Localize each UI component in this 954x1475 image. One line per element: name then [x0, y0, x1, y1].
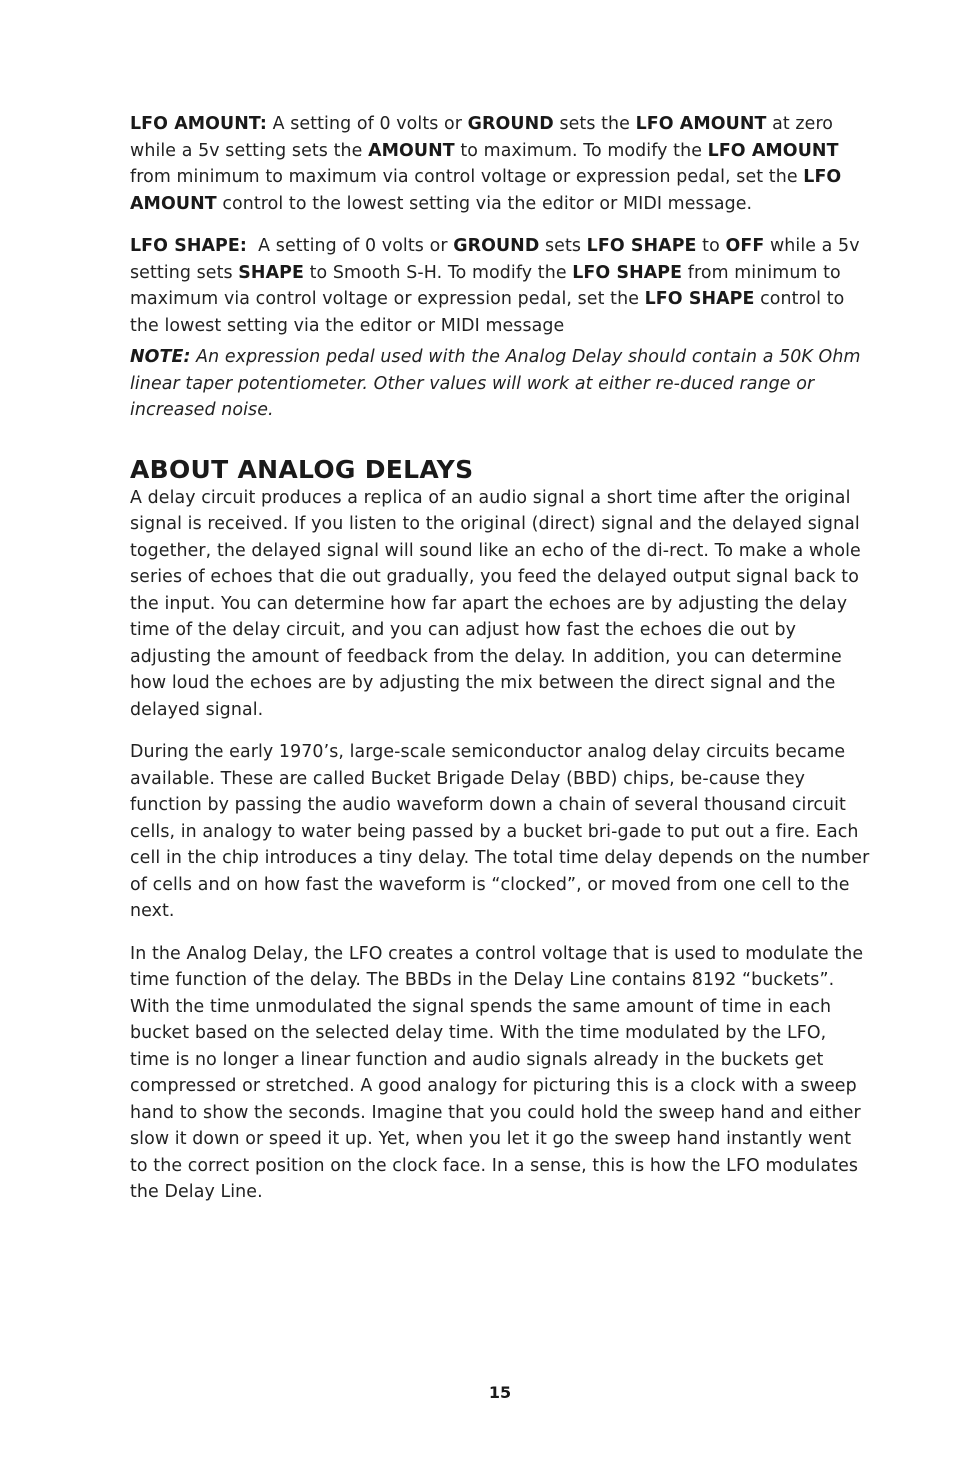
section-heading: ABOUT ANALOG DELAYS [130, 454, 474, 484]
body-paragraph: During the early 1970’s, large-scale semiconductor analog delay circuits became available. These are called Bucket Brigade Delay (BBD) chips, be-cause they function by passing the audio waveform down a chain of several thousand circuit cells, in analogy to water being passed by a bucket bri-gade to put out a fire. Each cell in the chip introduces a tiny delay. The total time delay depends on the number of cells and on how fast the waveform is “clocked”, or moved from one cell to the next. [130, 742, 870, 921]
text-run: from minimum to maximum via control voltage or expression pedal, set the [130, 262, 841, 309]
body-paragraph: In the Analog Delay, the LFO creates a control voltage that is used to modulate the time function of the delay. The BBDs in the Delay Line contains 8192 “buckets”. With the time unmodulated the signal spends the same amount of time in each bucket based on the selected delay time. With the time modulated by the LFO, time is no longer a linear function and audio signals already in the buckets get compressed or stretched. A good analogy for picturing this is a clock with a sweep hand to show the seconds. Imagine that you could hold the sweep hand and either slow it down or speed it up. Yet, when you let it go the sweep hand instantly went to the correct position on the clock face. In a sense, this is how the LFO modulates the Delay Line. [130, 943, 864, 1202]
bold-run: LFO AMOUNT [707, 140, 839, 161]
bold-run: LFO AMOUNT [635, 114, 767, 134]
body-paragraph: A delay circuit produces a replica of an audio signal a short time after the original signal is received. If you listen to the original (direct) signal and the delayed signal together, the delayed signal will sound like an echo of the di-rect. To make a whole series of echoes that die out gradually, you feed the delayed output signal back to the input. You can determine how far apart the echoes are by adjusting the delay time of the delay circuit, and you can adjust how fast the echoes die out by adjusting the amount of feedback from the delay. In addition, you can determine how loud the echoes are by adjusting the mix between the direct signal and the delayed signal. [130, 487, 861, 720]
bold-run: LFO SHAPE [586, 236, 697, 256]
text-run: sets the [553, 114, 636, 134]
lfo-amount-paragraph [130, 111, 870, 217]
bold-run: LFO SHAPE [572, 262, 683, 283]
bold-run: AMOUNT [368, 140, 455, 161]
lfo-shape-label: LFO SHAPE: [130, 236, 247, 256]
text-run: A setting of 0 volts or [246, 236, 454, 256]
text-run: from minimum to maximum via control voltage or expression pedal, set the [130, 167, 804, 187]
text-run: at zero while a 5v setting sets the [130, 114, 834, 161]
text-run: A setting of 0 volts or [267, 114, 468, 134]
bold-run: GROUND [467, 114, 554, 134]
text-run: to [696, 236, 726, 256]
lfo-shape-paragraph [130, 233, 870, 339]
note-label: NOTE: [130, 347, 191, 367]
note-paragraph [130, 344, 870, 424]
bold-run: GROUND [453, 236, 540, 256]
text-run: sets [539, 236, 587, 256]
text-run: to Smooth S-H. To modify the [303, 262, 573, 283]
text-run: control to the lowest setting via the editor or MIDI message [130, 289, 845, 336]
bold-run: LFO AMOUNT [130, 167, 842, 214]
bold-run: SHAPE [238, 262, 304, 283]
bold-run: LFO SHAPE [644, 289, 755, 309]
page-content [130, 111, 870, 1206]
page-number: 15 [488, 1383, 512, 1402]
bold-run: OFF [725, 236, 765, 256]
text-run: to maximum. To modify the [454, 140, 708, 161]
text-run: control to the lowest setting via the editor or MIDI message. [216, 193, 753, 214]
lfo-amount-label: LFO AMOUNT: [130, 114, 267, 134]
text-run: while a 5v setting sets [130, 236, 860, 283]
note-text: An expression pedal used with the Analog Delay should contain a 50K Ohm linear taper potentiometer. Other values will work at either re-duced range or increased noise. [130, 347, 861, 420]
